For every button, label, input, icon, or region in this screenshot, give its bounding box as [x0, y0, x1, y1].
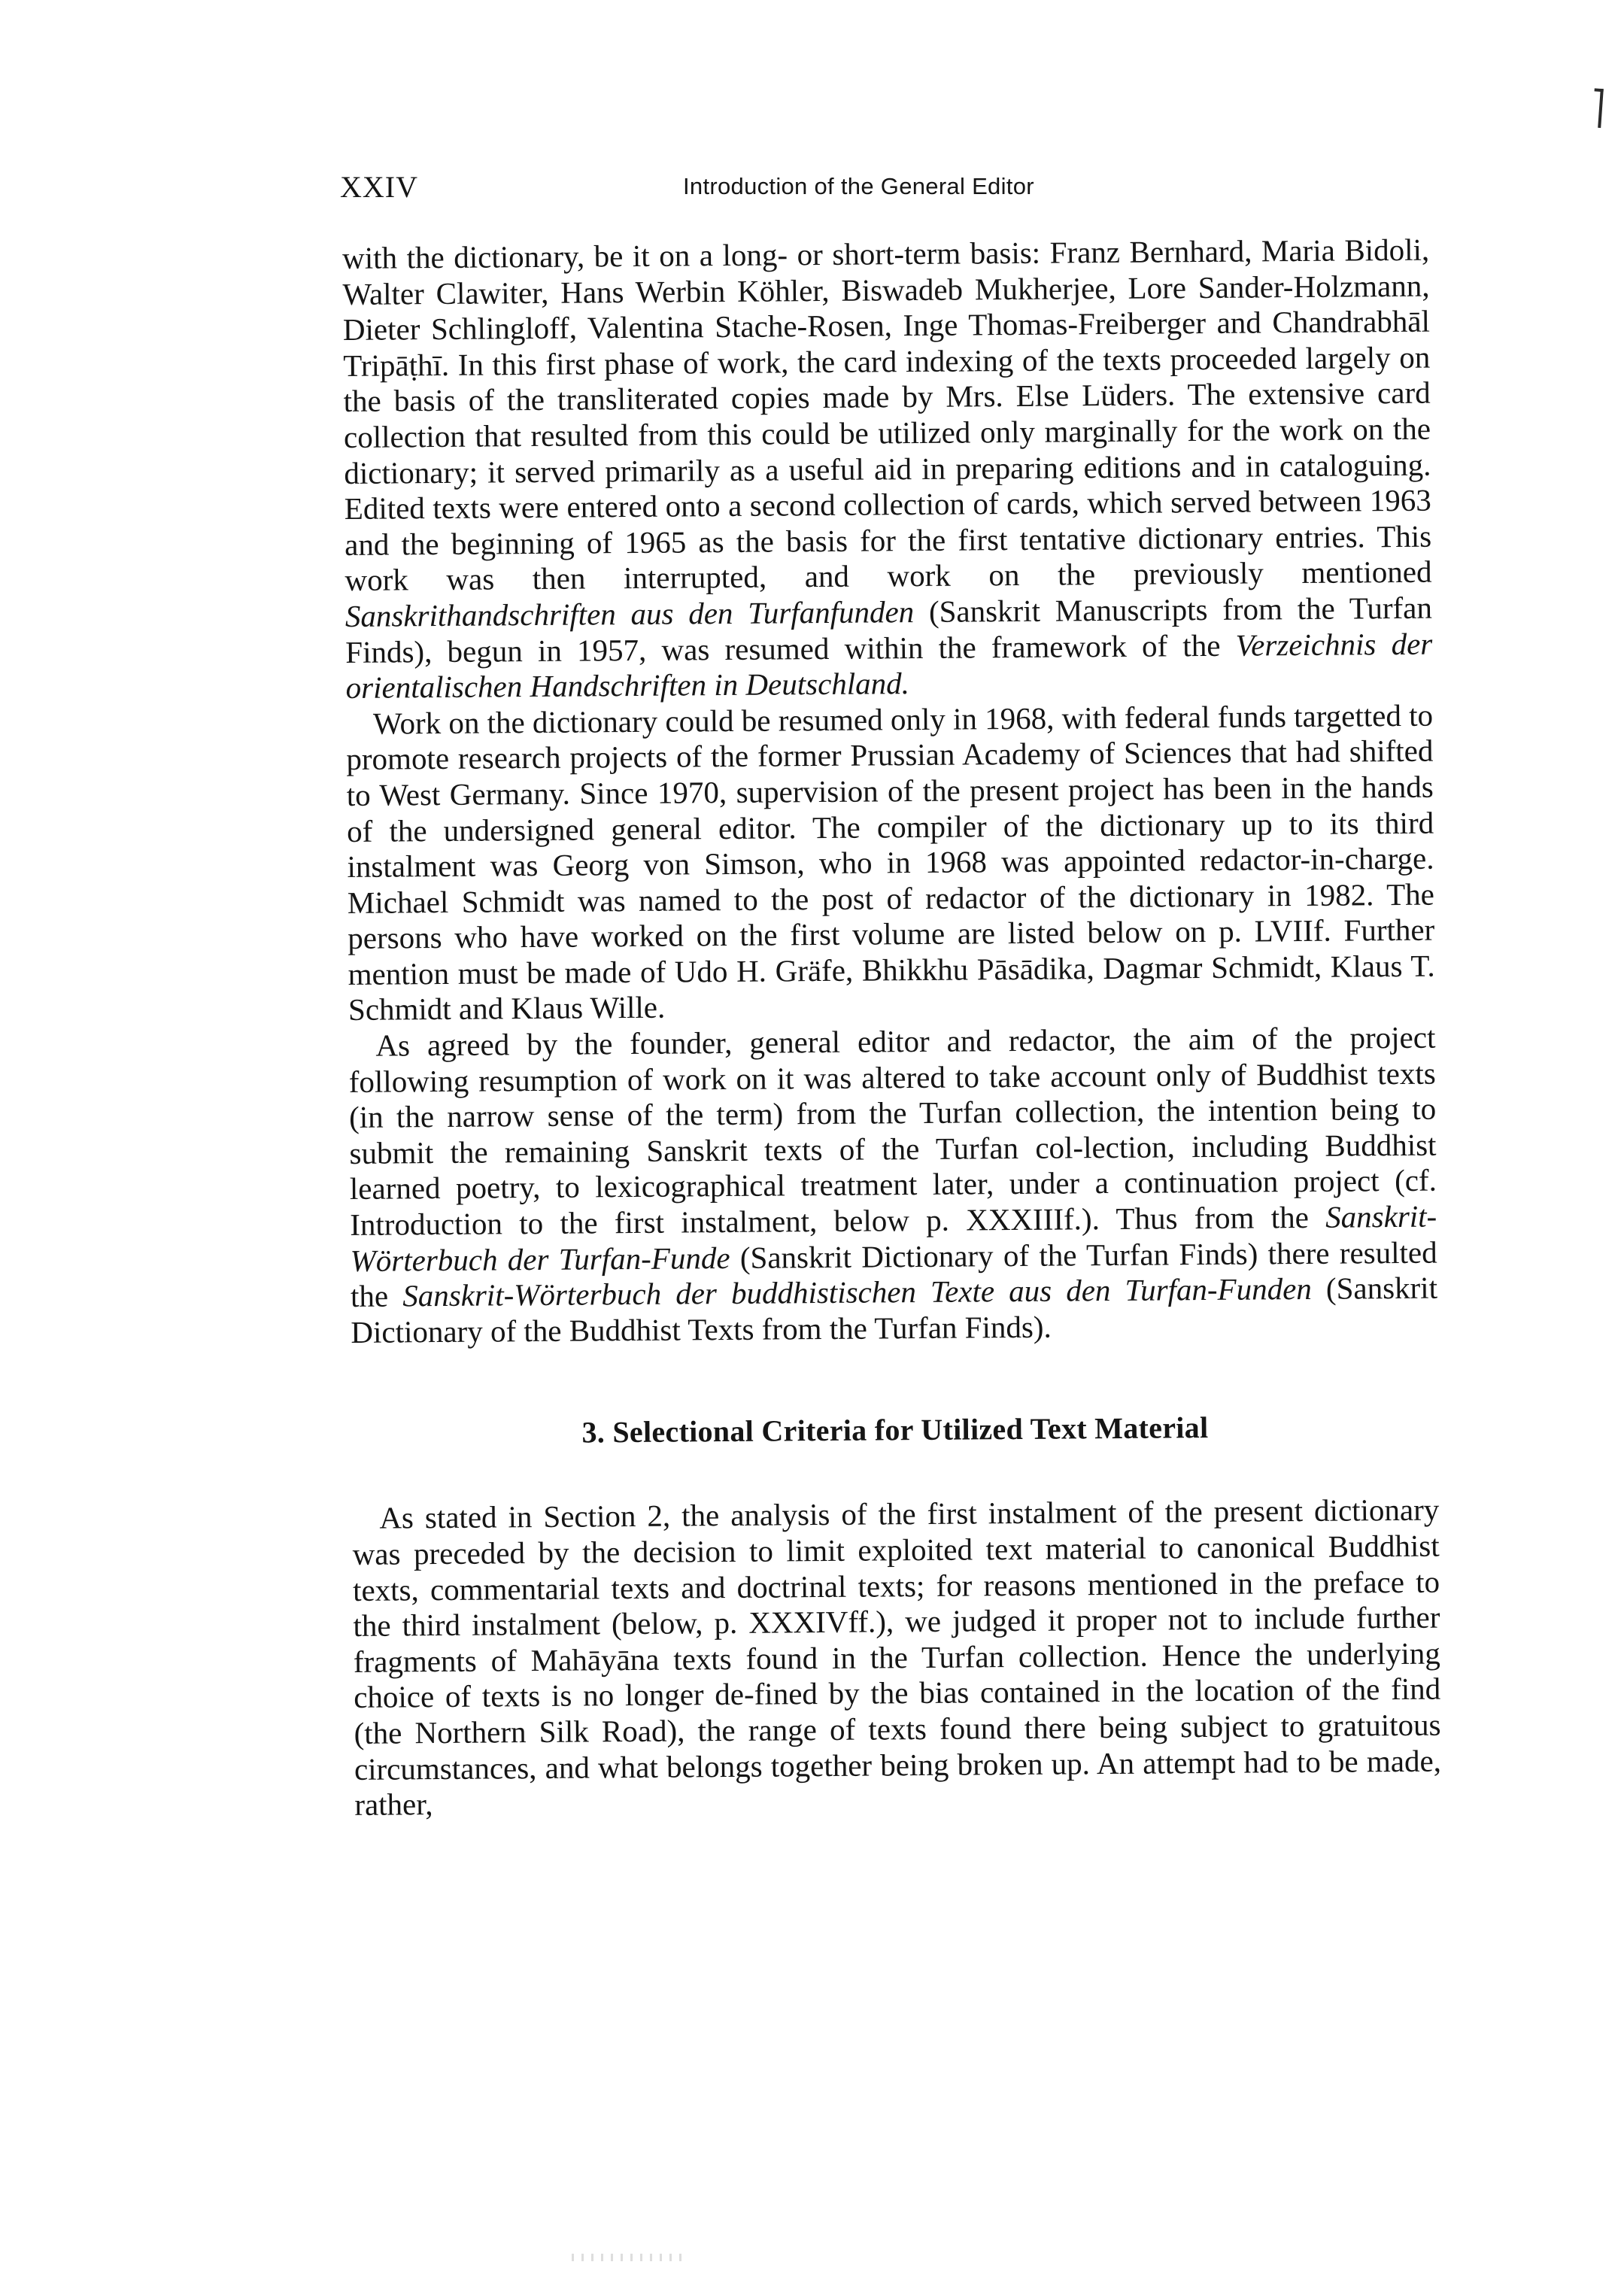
paragraph-text: (Sanskrit Dictionary of the Turfan Finds) there resulted the	[350, 1234, 1437, 1314]
title-turfan-funde: Sanskrit-Wörterbuch der Turfan-Funde	[350, 1198, 1437, 1278]
scan-smudge	[572, 2254, 685, 2261]
paragraph-text: As agreed by the founder, general editor and redactor, the aim of the project following resumption of work on it was altered to take account only of Buddhist texts (in the narrow sense of the term) from the Turfan collection, the intention being to submit the remaining Sanskrit texts of the Turfan col-lection, including Buddhist learned poetry, to lexicographical treatment later, under a continuation project (cf. Introduction to the first instalment, below p. XXXIIIf.). Thus from the	[348, 1019, 1437, 1242]
paragraph-continuation	[342, 232, 1433, 706]
paragraph-resumption: Work on the dictionary could be resumed only in 1968, with federal funds targetted to promote research projects of the former Prussian Academy of Sciences that had shifted to West Germany. Since 1970, supervision of the present project has been in the hands of the undersigned general editor. The compiler of the dictionary up to its third instalment was Georg von Simson, who in 1968 was appointed redactor-in-charge. Michael Schmidt was named to the post of redactor of the dictionary in 1982. The persons who have worked on the first volume are listed below on p. LVIIf. Further mention must be made of Udo H. Gräfe, Bhikkhu Pāsādika, Dagmar Schmidt, Klaus T. Schmidt and Klaus Wille.	[346, 697, 1435, 1028]
paragraph-text: (Sanskrit Manuscripts from the Turfan Finds), begun in 1957, was resumed within the framework of the	[345, 590, 1433, 669]
body-text	[342, 232, 1441, 1823]
paragraph-text: (Sanskrit Dictionary of the Buddhist Texts from the Turfan Finds).	[351, 1270, 1438, 1350]
paragraph-text: with the dictionary, be it on a long- or short-term basis: Franz Bernhard, Maria Bidoli, Walter Clawiter, Hans Werbin Köhler, Biswadeb Mukherjee, Lore Sander-Holzmann, Dieter Schlingloff, Valentina Stache-Rosen, Inge Thomas-Freiberger and Chandrabhāl Tripāṭhī. In this first phase of work, the card indexing of the texts proceeded largely on the basis of the transliterated copies made by Mrs. Else Lüders. The extensive card collection that resulted from this could be utilized only marginally for the work on the dictionary; it served primarily as a useful aid in preparing editions and in cataloguing. Edited texts were entered onto a second collection of cards, which served between 1963 and the beginning of 1965 as the basis for the first tentative dictionary entries. This work was then interrupted, and work on the previously mentioned	[342, 232, 1432, 598]
title-sanskrithandschriften: Sanskrithandschriften aus den Turfanfunden	[345, 594, 915, 633]
margin-ink-mark	[1598, 89, 1604, 128]
title-verzeichnis: Verzeichnis der orientalischen Handschriften in Deutschland.	[345, 626, 1433, 706]
page-number: XXIV	[340, 170, 418, 204]
running-head	[340, 169, 1431, 214]
paragraph-project-aim	[348, 1020, 1437, 1351]
title-buddhistischen-texte: Sanskrit-Wörterbuch der buddhistischen Texte aus den Turfan-Funden	[402, 1271, 1313, 1313]
running-title: Introduction of the General Editor	[683, 173, 1034, 199]
paragraph-selection-criteria: As stated in Section 2, the analysis of the first instalment of the present dictionary was preceded by the decision to limit exploited text material to canonical Buddhist texts, commentarial texts and doctrinal texts; for reasons mentioned in the preface to the third instalment (below, p. XXXIVff.), we judged it proper not to include further fragments of Mahāyāna texts found in the Turfan collection. Hence the underlying choice of texts is no longer de-fined by the bias contained in the location of the find (the Northern Silk Road), the range of texts found there being subject to gratuitous circumstances, and what belongs together being broken up. An attempt had to be made, rather,	[352, 1492, 1442, 1823]
section-heading: 3. Selectional Criteria for Utilized Text Material	[581, 1410, 1209, 1450]
